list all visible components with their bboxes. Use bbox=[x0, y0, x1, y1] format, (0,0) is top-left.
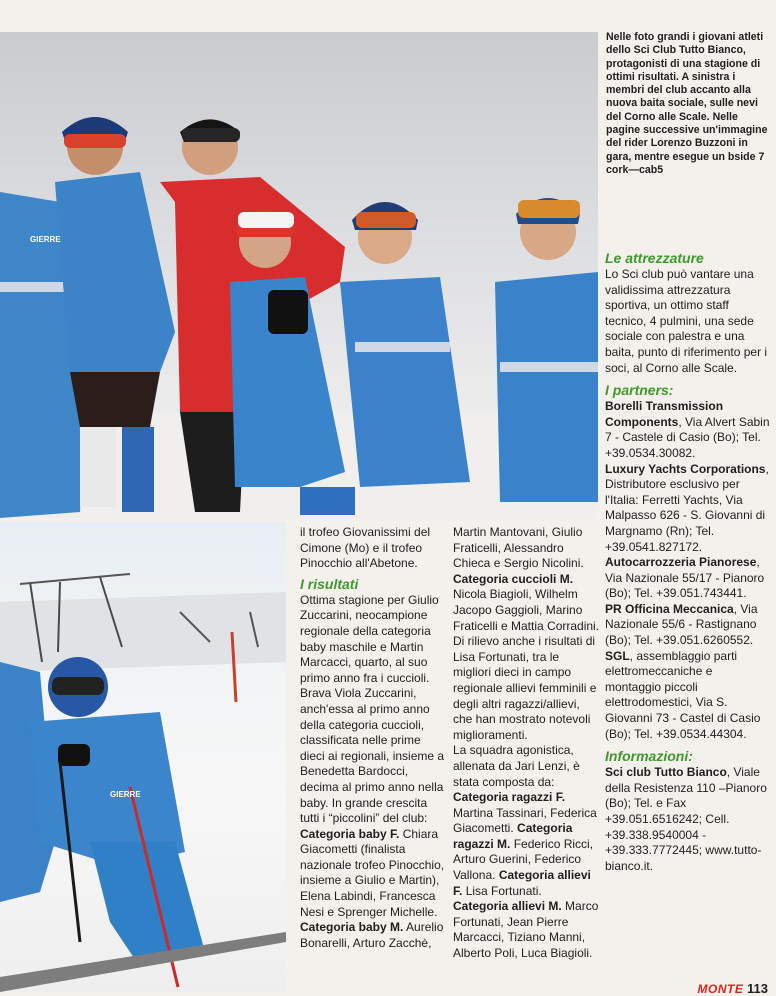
partner-item bbox=[605, 555, 770, 602]
article-column-1 bbox=[300, 525, 448, 951]
partner-item bbox=[605, 649, 770, 743]
photo-caption bbox=[606, 31, 771, 177]
text-ragazzi-f: Martina Tassinari, Federica Giacometti. bbox=[453, 805, 597, 836]
label-ragazzi-f: Categoria ragazzi F. bbox=[453, 790, 566, 805]
info-club-name: Sci club Tutto Bianco bbox=[605, 765, 727, 780]
col2-squadra: La squadra agonistica, allenata da Jari Lenzi, è stata composta da: bbox=[453, 743, 580, 789]
label-ragazzi-m: Categoria ragazzi M. bbox=[453, 821, 573, 851]
article-column-3 bbox=[605, 250, 770, 874]
label-allievi-m: Categoria allievi M. bbox=[453, 899, 562, 914]
caption-text: Nelle foto grandi i giovani atleti dello Sci Club Tutto Bianco, protagonisti di una stagione di ottimi risultati. A sinistra i membri del club accanto alla nuova baita sociale, sulle nevi del Corno alle Scale. Nelle pagine successive un'immagine del rider Lorenzo Buzzoni in gara, mentre esegue un bside 7 cork—cab5 bbox=[606, 31, 768, 176]
logo-gierre-top: GIERRE bbox=[30, 235, 61, 244]
label-baby-m: Categoria baby M. bbox=[300, 920, 404, 935]
col2-cont: Martin Mantovani, Giulio Fraticelli, Alessandro Chieca e Sergio Nicolini. bbox=[453, 525, 584, 571]
page-number: 113 bbox=[747, 981, 768, 996]
partner-details: , Via Alvert Sabin 7 - Castele di Casio (Bo); Tel. +39.0534.30082. bbox=[605, 414, 770, 460]
partner-item bbox=[605, 399, 770, 461]
partner-name: Borelli Transmission Components bbox=[605, 399, 724, 429]
partner-details: , Via Nazionale 55/17 - Pianoro (Bo); Tel. +39.051.743441. bbox=[605, 555, 765, 601]
text-allievi-m: Marco Fortunati, Jean Pierre Marcacci, Tiziano Manni, Alberto Poli, Luca Biagioli. bbox=[453, 899, 599, 961]
text-allievi-f: Lisa Fortunati. bbox=[465, 883, 542, 898]
photo-bottom-illustration bbox=[0, 522, 286, 992]
col2-rilievo: Di rilievo anche i risultati di Lisa Fortunati, tra le migliori dieci in campo regionale allievi femminili e degli altri ragazzi/allievi, che han mostrato notevoli miglioramenti. bbox=[453, 634, 597, 742]
label-allievi-f: Categoria allievi F. bbox=[453, 868, 591, 898]
partner-name: Autocarrozzeria Pianorese bbox=[605, 555, 757, 570]
article-column-2 bbox=[453, 525, 600, 962]
heading-partners: I partners: bbox=[605, 382, 674, 399]
page-footer bbox=[698, 981, 768, 996]
partner-details: , Distributore esclusivo per l'Italia: Ferretti Yachts, Via Malpasso 626 - S. Giovanni di Margnamo (Rn); Tel. +39.0541.827172. bbox=[605, 461, 769, 554]
text-attrezzature: Lo Sci club può vantare una validissima attrezzatura sportiva, un ottimo staff tecnico, 4 pulmini, una sede sociale con palestra e una baita, punto di riferimento per i soci, al Corno alle Scale. bbox=[605, 267, 768, 375]
partner-details: , Via Nazionale 55/6 - Rastignano (Bo); Tel. +39.051.6260552. bbox=[605, 601, 758, 648]
partner-item bbox=[605, 462, 770, 556]
partner-name: SGL bbox=[605, 648, 630, 663]
heading-attrezzature: Le attrezzature bbox=[605, 250, 704, 266]
partner-item bbox=[605, 602, 770, 649]
text-baby-m: Aurelio Bonarelli, Arturo Zacchè, bbox=[300, 920, 444, 950]
text-ragazzi-m: Federico Ricci, Arturo Guerini, Federico Vallona. bbox=[453, 836, 594, 883]
logo-gierre-bottom: GIERRE bbox=[110, 790, 141, 799]
label-cuccioli-m: Categoria cuccioli M. bbox=[453, 571, 574, 586]
partner-details: , assemblaggio parti elettromeccaniche e montaggio piccoli elettrodomestici, Via S. Giovanni 73 - Castel di Casio (Bo); Tel. +39.0534.44304. bbox=[605, 648, 761, 741]
col1-body: Ottima stagione per Giulio Zuccarini, neocampione regionale della categoria baby maschile e Martin Marcacci, quarto, al suo primo anno fra i cuccioli. Brava Viola Zuccarini, anch'essa al primo anno della categoria cuccioli, classificata nelle prime dieci ai regionali, insieme a Benedetta Bardocci, decima al primo anno nella baby. In grande crescita tutti i “piccolini” del club: bbox=[300, 592, 445, 826]
partner-name: Luxury Yachts Corporations bbox=[605, 461, 766, 476]
heading-informazioni: Informazioni: bbox=[605, 748, 693, 765]
magazine-brand: MONTE bbox=[697, 982, 744, 996]
text-cuccioli-m: Nicola Biagioli, Wilhelm Jacopo Gaggioli, Marino Fraticelli e Mattia Corradini. bbox=[453, 587, 600, 633]
text-baby-f: Chiara Giacometti (finalista nazionale trofeo Pinocchio, insieme a Giulio e Martin), Elena Labindi, Francesca Nesi e Sprenger Michelle. bbox=[300, 826, 445, 919]
partner-name: PR Officina Meccanica bbox=[605, 601, 734, 616]
heading-risultati: I risultati bbox=[300, 575, 359, 592]
label-baby-f: Categoria baby F. bbox=[300, 826, 400, 841]
photo-top-ski-team bbox=[0, 32, 598, 518]
col1-intro: il trofeo Giovanissimi del Cimone (Mo) e il trofeo Pinocchio all'Abetone. bbox=[300, 525, 431, 571]
photo-top-illustration bbox=[0, 32, 598, 518]
info-details: , Viale della Resistenza 110 –Pianoro (Bo); Tel. e Fax +39.051.6516242; Cell. +39.338.9540004 - +39.333.7772445; www.tutto-bianco.it. bbox=[605, 765, 767, 873]
photo-bottom-young-skier bbox=[0, 522, 286, 992]
